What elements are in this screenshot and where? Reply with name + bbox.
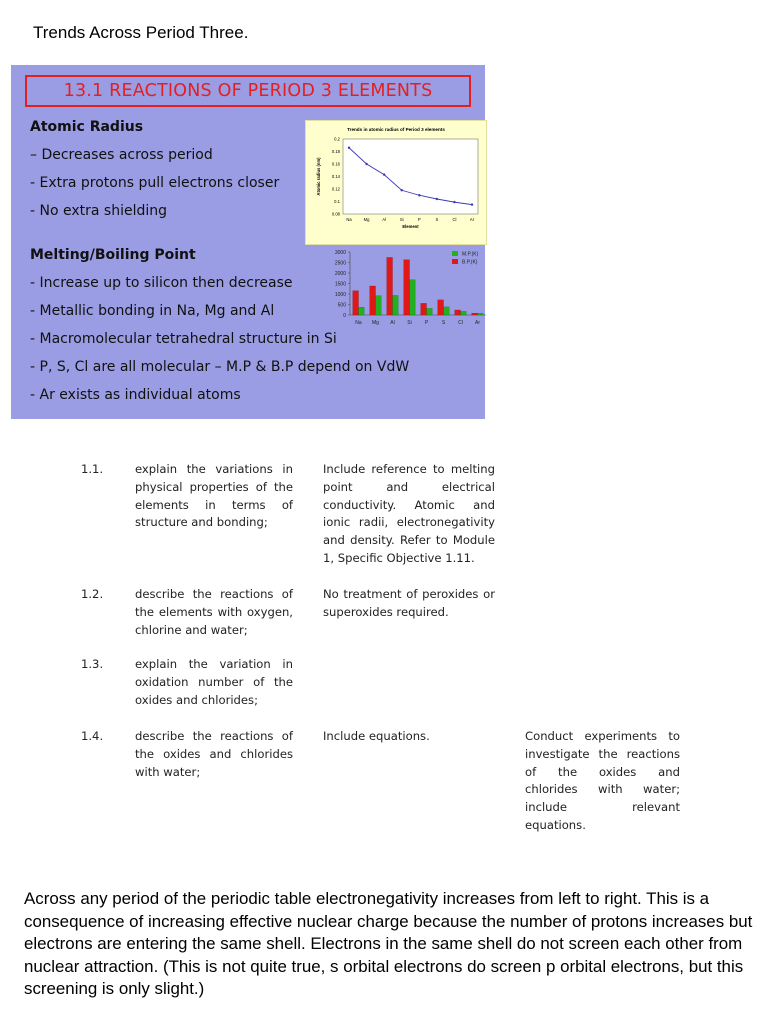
y-tick-label: 0.16 [331, 161, 340, 167]
atomic-radius-bullet: – Decreases across period [30, 147, 213, 163]
y-tick-label: 0.12 [331, 186, 340, 192]
slide-title: 13.1 REACTIONS OF PERIOD 3 ELEMENTS [25, 75, 471, 107]
legend-swatch [452, 259, 458, 264]
melting-boiling-bullet: - Macromolecular tetrahedral structure in Si [30, 331, 337, 347]
x-tick-label: Si [407, 320, 412, 326]
melting-boiling-chart [308, 247, 488, 329]
bp-bar [421, 303, 427, 315]
data-point [348, 147, 350, 149]
mp-bar [478, 313, 484, 315]
data-point [365, 163, 367, 165]
data-point [436, 198, 438, 200]
melting-boiling-bullet: - P, S, Cl are all molecular – M.P & B.P depend on VdW [30, 359, 410, 375]
bp-bar [387, 257, 393, 315]
y-axis-label: Atomic radius (nm) [316, 157, 321, 196]
objective-number: 1.3. [81, 657, 104, 671]
bp-bar [472, 313, 478, 315]
mp-bar [461, 311, 467, 315]
y-tick-label: 0.2 [334, 136, 340, 142]
melting-boiling-heading: Melting/Boiling Point [30, 247, 196, 263]
melting-boiling-bullet: - Increase up to silicon then decrease [30, 275, 293, 291]
x-tick-label: Cl [452, 217, 457, 222]
objective-text: describe the reactions of the elements with oxygen, chlorine and water; [135, 587, 293, 637]
objective-number: 1.1. [81, 462, 104, 476]
x-tick-label: Si [399, 217, 404, 222]
melting-boiling-bullet: - Metallic bonding in Na, Mg and Al [30, 303, 275, 319]
data-point [383, 173, 385, 175]
mp-bar [393, 295, 399, 315]
y-tick-label: 0.14 [331, 174, 340, 179]
objective-note: Include reference to melting point and electrical conductivity. Atomic and ionic radii, electronegativity and density. Refer to Module 1, Specific Objective 1.11. [323, 462, 495, 565]
atomic-radius-heading: Atomic Radius [30, 119, 144, 135]
objective-text: explain the variation in oxidation number of the oxides and chlorides; [135, 657, 293, 707]
y-tick-label: 500 [337, 302, 346, 309]
y-tick-label: 0 [343, 312, 346, 319]
page-title: Trends Across Period Three. [33, 23, 249, 42]
y-tick-label: 1000 [334, 291, 346, 298]
lecture-slide [11, 65, 485, 419]
mp-bar [359, 307, 365, 315]
x-tick-label: S [435, 217, 439, 222]
data-point [471, 203, 473, 205]
objective-text: explain the variations in physical properties of the elements in terms of structure and bonding; [135, 462, 293, 530]
x-axis-label: Element [402, 224, 419, 229]
legend-label: B.P.(K) [462, 259, 478, 266]
objective-activity: Conduct experiments to investigate the reactions of the oxides and chlorides with water; include relevant equations. [525, 729, 680, 832]
objective-note: Include equations. [323, 729, 430, 743]
mp-bar [444, 307, 450, 315]
bp-bar [455, 310, 461, 315]
bp-bar [438, 300, 444, 315]
objective-number: 1.2. [81, 587, 104, 601]
body-paragraph: Across any period of the periodic table electronegativity increases from left to right. This is a consequence of increasing effective nuclear charge because the number of protons increases but electrons are entering the same shell. Electrons in the same shell do not screen each other from nuclear attraction. (This is not quite true, s orbital electrons do screen p orbital electrons, but this screening is only slight.) [24, 889, 753, 999]
x-tick-label: Ar [475, 320, 480, 326]
y-tick-label: 0.18 [331, 149, 340, 154]
data-point [453, 201, 455, 203]
chart-title: Trends in atomic radius of Period 3 elements [347, 127, 445, 132]
x-tick-label: S [441, 320, 446, 326]
data-point [401, 189, 403, 191]
legend-label: M.P.(K) [462, 251, 479, 258]
x-tick-label: Mg [372, 320, 379, 326]
x-tick-label: Na [355, 320, 362, 326]
atomic-radius-chart [305, 120, 487, 245]
y-tick-label: 3000 [334, 249, 346, 256]
data-point [418, 194, 420, 196]
bp-bar [353, 291, 359, 315]
x-tick-label: Na [346, 217, 352, 222]
x-tick-label: Ar [469, 217, 475, 222]
x-tick-label: Al [382, 217, 387, 222]
atomic-radius-bullet: - No extra shielding [30, 203, 168, 219]
mp-bar [376, 296, 382, 315]
x-tick-label: Cl [458, 320, 463, 326]
y-tick-label: 2000 [334, 270, 346, 277]
bp-bar [370, 286, 376, 315]
mp-bar [410, 280, 416, 315]
mp-bar [427, 308, 433, 315]
y-tick-label: 2500 [334, 260, 346, 267]
x-tick-label: Al [390, 320, 395, 326]
melting-boiling-bullet: - Ar exists as individual atoms [30, 387, 241, 403]
y-tick-label: 0.1 [334, 199, 340, 204]
x-tick-label: P [424, 320, 429, 326]
objective-number: 1.4. [81, 729, 104, 743]
y-tick-label: 0.08 [331, 211, 340, 217]
atomic-radius-bullet: - Extra protons pull electrons closer [30, 175, 280, 191]
objective-note: No treatment of peroxides or superoxides required. [323, 587, 495, 619]
y-tick-label: 1500 [334, 281, 346, 288]
objective-text: describe the reactions of the oxides and chlorides with water; [135, 729, 293, 779]
x-tick-label: P [417, 217, 421, 222]
x-tick-label: Mg [363, 217, 370, 222]
legend-swatch [452, 251, 458, 256]
bp-bar [404, 260, 410, 315]
